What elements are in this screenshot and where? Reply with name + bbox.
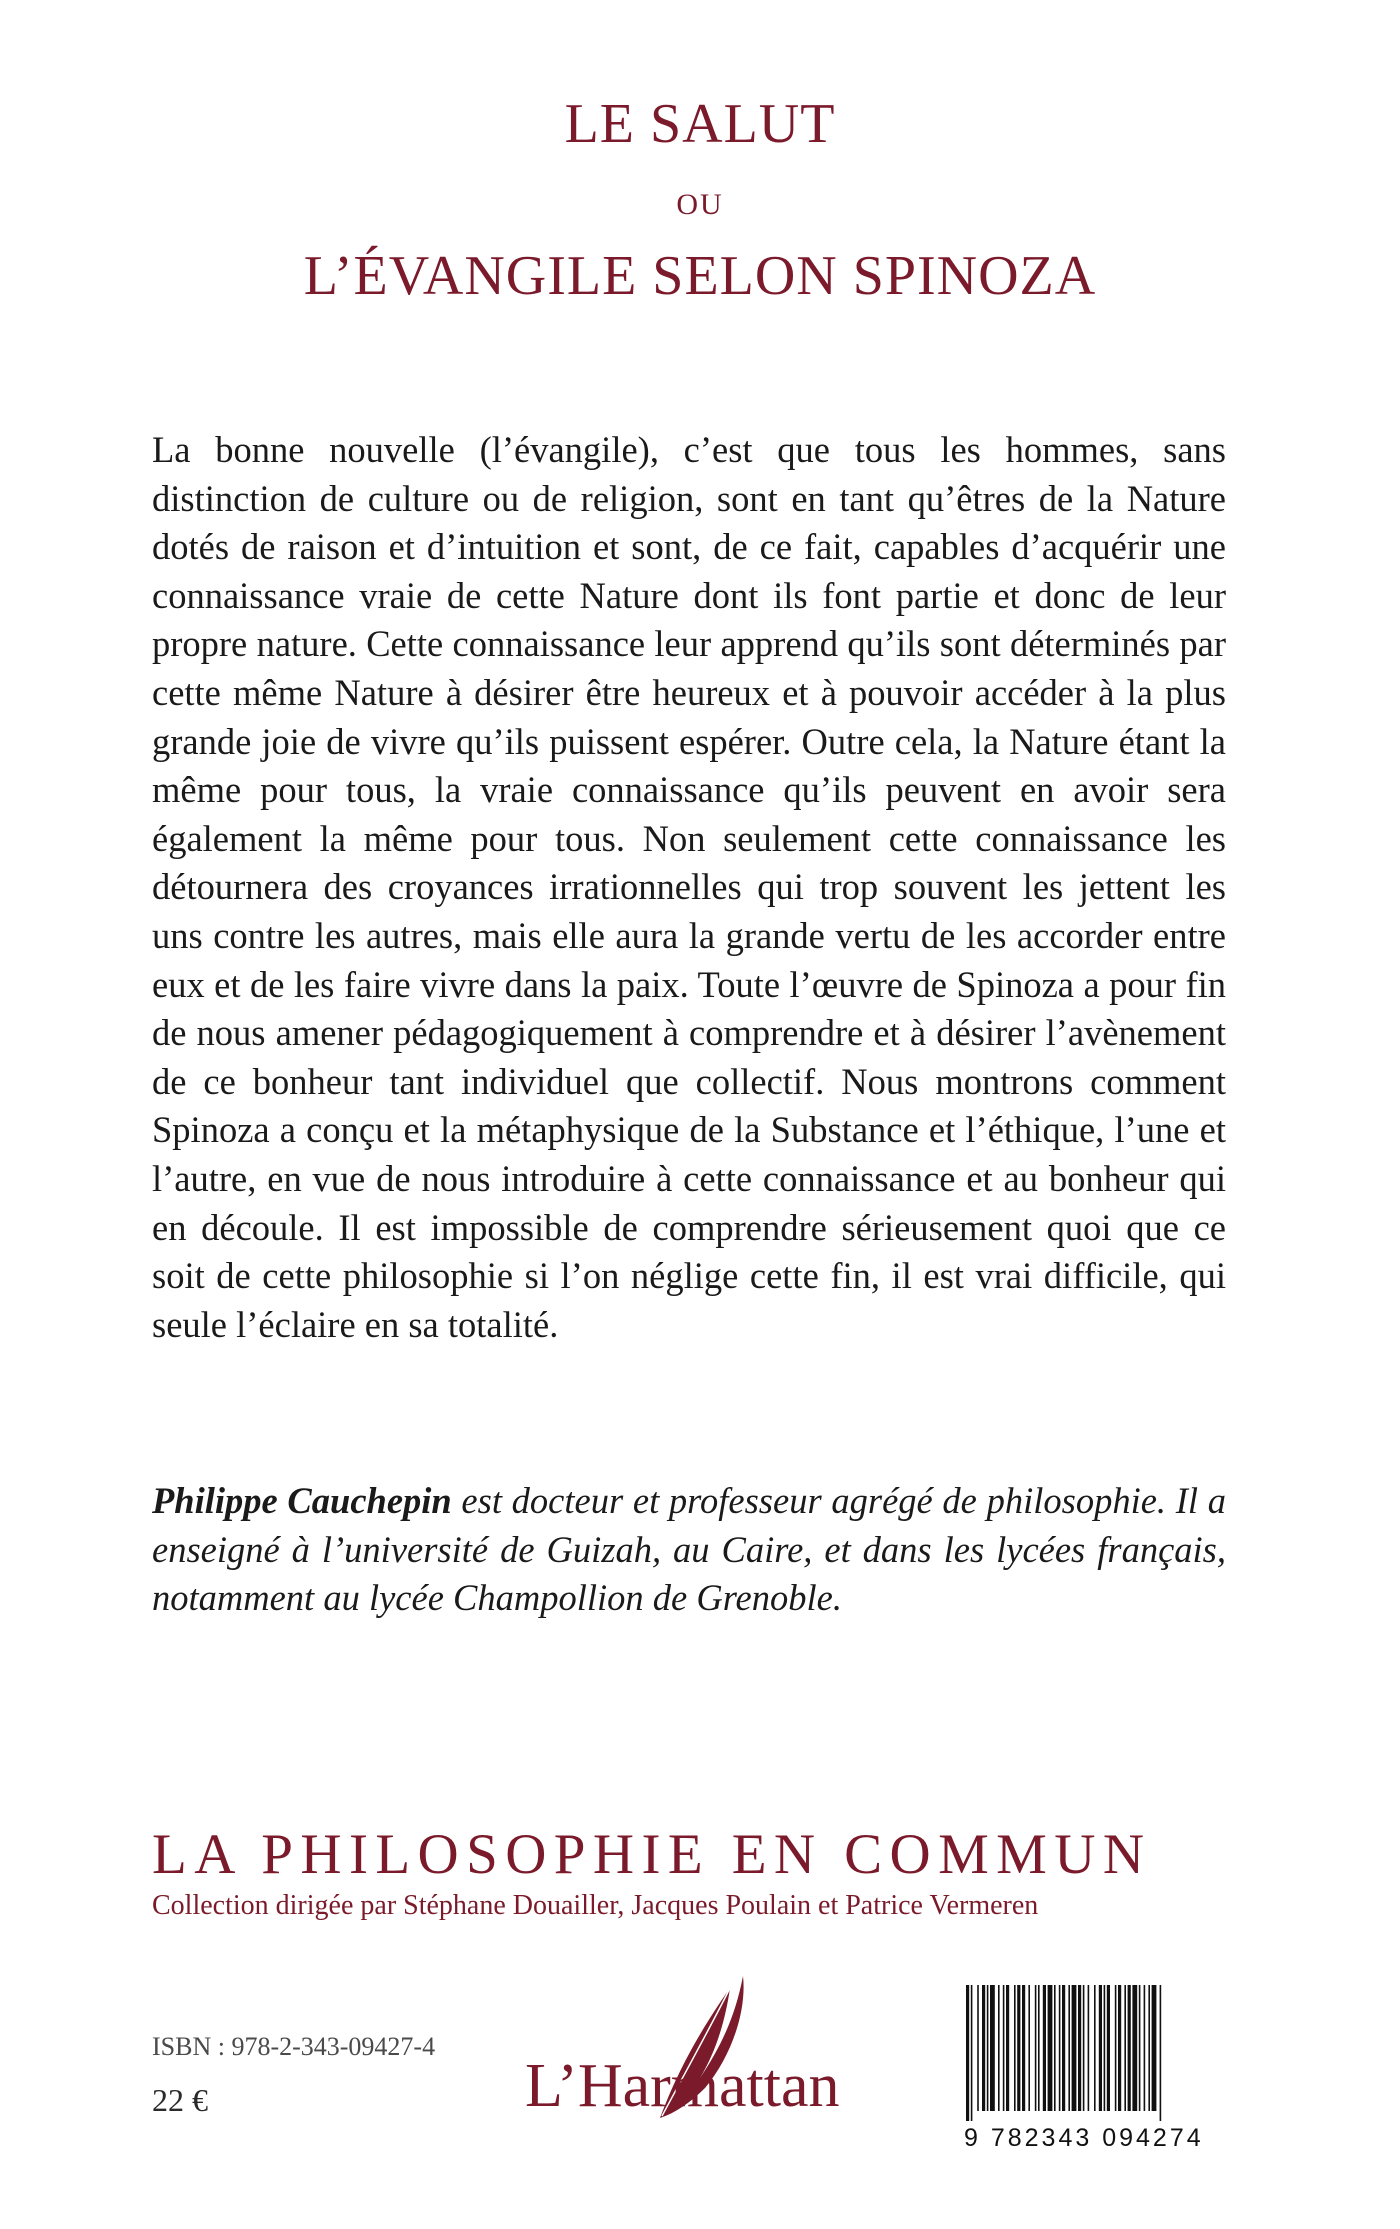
barcode-bar xyxy=(1160,1985,1162,2121)
barcode-bar xyxy=(1088,1985,1090,2111)
barcode-bar xyxy=(1132,1985,1137,2111)
barcode-bar xyxy=(1118,1985,1121,2111)
barcode-bar xyxy=(1139,1985,1141,2111)
barcode-bar xyxy=(1068,1985,1070,2111)
barcode-bar xyxy=(1128,1985,1131,2111)
author-bio xyxy=(152,1477,1226,1623)
barcode-bar xyxy=(998,1985,1000,2111)
barcode-bar xyxy=(990,1985,995,2111)
barcode-bar xyxy=(1017,1985,1020,2111)
barcode-bar xyxy=(1006,1985,1009,2111)
collection-directors: Collection dirigée par Stéphane Douailler, Jacques Poulain et Patrice Vermeren xyxy=(152,1890,1039,1921)
barcode-bar xyxy=(977,1985,979,2111)
barcode-bars xyxy=(958,1983,1220,2123)
publisher-name: L’Harmattan xyxy=(525,2052,840,2120)
author-bio-text: est docteur et professeur agrégé de philosophie. Il a enseigné à l’université de Guizah, au Caire, et dans les lycées français, notamment au lycée Champollion de Grenoble. xyxy=(152,1480,1226,1619)
barcode-number: 9 782343 094274 xyxy=(964,2124,1204,2152)
barcode-bar xyxy=(1028,1985,1030,2111)
author-name: Philippe Cauchepin xyxy=(152,1480,452,1521)
barcode-bar xyxy=(982,1985,985,2111)
barcode-bar xyxy=(1078,1985,1081,2111)
barcode-bar xyxy=(1094,1985,1096,2111)
barcode xyxy=(958,1983,1220,2153)
price: 22 € xyxy=(152,2082,208,2118)
barcode-bar xyxy=(1062,1985,1065,2111)
barcode-bar xyxy=(1115,1985,1117,2111)
barcode-bar xyxy=(1152,1985,1157,2111)
barcode-bar xyxy=(987,1985,989,2111)
barcode-bar xyxy=(1072,1985,1077,2111)
barcode-bar xyxy=(1048,1985,1053,2111)
barcode-bar xyxy=(1144,1985,1146,2111)
summary-paragraph: La bonne nouvelle (l’évangile), c’est que tous les hommes, sans distinction de culture ou de religion, sont en tant qu’êtres de la Nature dotés de raison et d’intuition et sont, de ce fait, capables d’acquérir une connaissance vraie de cette Nature dont ils font partie et donc de leur propre nature. Cette connaissance leur apprend qu’ils sont déterminés par cette même Nature à désirer être heureux et à pouvoir accéder à la plus grande joie de vivre qu’ils puissent espérer. Outre cela, la Nature étant la même pour tous, la vraie connaissance qu’ils peuvent en avoir sera également la même pour tous. Non seulement cette connaissance les détournera des croyances irrationnelles qui trop souvent les jettent les uns contre les autres, mais elle aura la grande vertu de les accorder entre eux et de les faire vivre dans la paix. Toute l’œuvre de Spinoza a pour fin de nous amener pédagogiquement à comprendre et à désirer l’avènement de ce bonheur tant individuel que collectif. Nous montrons comment Spinoza a conçu et la métaphysique de la Substance et l’éthique, l’une et l’autre, en vue de nous introduire à cette connaissance et au bonheur qui en découle. Il est impossible de comprendre sérieusement quoi que ce soit de cette philosophie si l’on néglige cette fin, il est vrai difficile, qui seule l’éclaire en sa totalité. xyxy=(152,429,1226,1345)
barcode-bar xyxy=(1022,1985,1025,2111)
isbn: ISBN : 978-2-343-09427-4 xyxy=(152,2032,436,2061)
barcode-bar xyxy=(1148,1985,1150,2111)
barcode-bar xyxy=(1014,1985,1016,2111)
barcode-bar xyxy=(1107,1985,1110,2111)
barcode-bar xyxy=(966,1985,969,2121)
title-conjunction: OU xyxy=(676,188,724,221)
barcode-bar xyxy=(1043,1985,1046,2111)
barcode-bar xyxy=(1054,1985,1056,2111)
barcode-bar xyxy=(1059,1985,1061,2111)
barcode-bar xyxy=(1083,1985,1085,2111)
barcode-bar xyxy=(971,1985,973,2121)
title-line-2: L’ÉVANGILE SELON SPINOZA xyxy=(303,245,1097,307)
barcode-bar xyxy=(1035,1985,1037,2111)
title-line-1: LE SALUT xyxy=(564,93,836,155)
barcode-bar xyxy=(1038,1985,1040,2111)
collection-name: LA PHILOSOPHIE EN COMMUN xyxy=(152,1823,1152,1886)
publisher-logo xyxy=(525,1968,865,2128)
barcode-bar xyxy=(1099,1985,1102,2111)
barcode-bar xyxy=(1124,1985,1126,2111)
barcode-bar xyxy=(1003,1985,1005,2111)
barcode-bar xyxy=(1104,1985,1106,2111)
